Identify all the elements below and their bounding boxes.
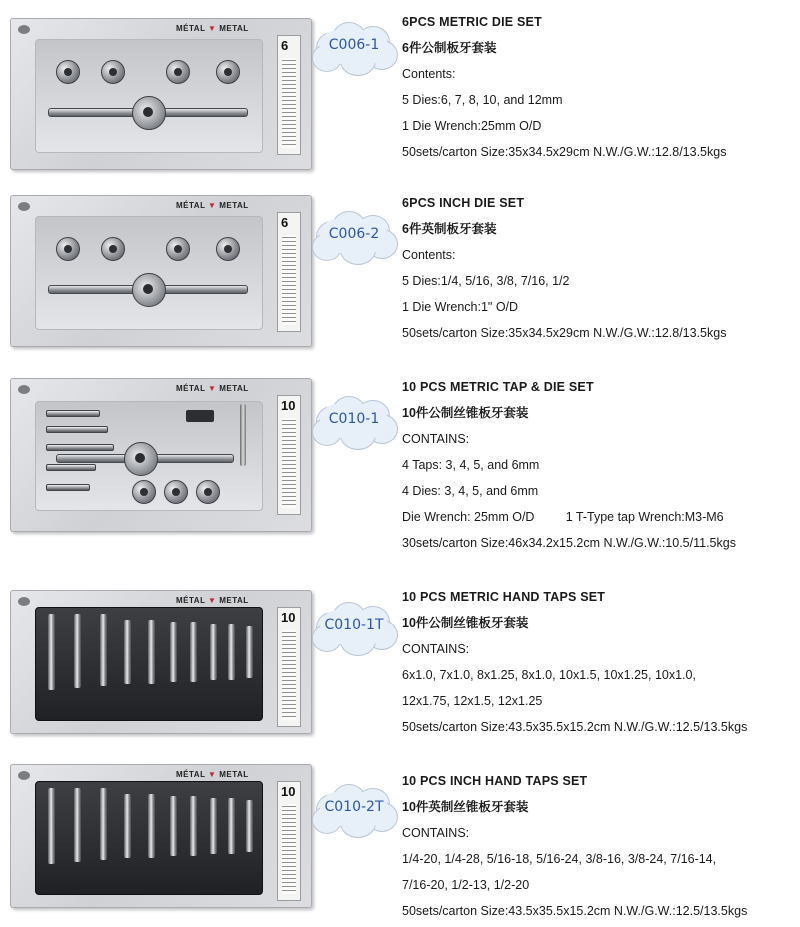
tap xyxy=(46,464,96,471)
tap xyxy=(148,794,155,858)
tap xyxy=(46,426,108,433)
brand-logo: MÉTAL ▼ METAL xyxy=(176,596,249,605)
package-image xyxy=(10,195,312,347)
hang-hole xyxy=(18,385,30,394)
product-spec xyxy=(402,190,796,346)
tap xyxy=(246,800,253,852)
spec-line: 1 Die Wrench:25mm O/D xyxy=(402,119,542,133)
blister-tray xyxy=(35,39,263,153)
product-title: 10 PCS INCH HAND TAPS SET xyxy=(402,774,588,788)
die xyxy=(101,237,125,261)
brand-logo: MÉTAL ▼ METAL xyxy=(176,384,249,393)
hang-hole xyxy=(18,25,30,34)
die xyxy=(101,60,125,84)
product-title: 6PCS INCH DIE SET xyxy=(402,196,525,210)
tap xyxy=(100,614,107,686)
package-image xyxy=(10,18,312,170)
spec-line: Die Wrench: 25mm O/D 1 T-Type tap Wrench:M3-M6 xyxy=(402,510,724,524)
brand-logo: MÉTAL ▼ METAL xyxy=(176,770,249,779)
spec-line: 6x1.0, 7x1.0, 8x1.25, 8x1.0, 10x1.5, 10x1.25, 10x1.0, xyxy=(402,668,696,682)
spec-line: 50sets/carton Size:35x34.5x29cm N.W./G.W.:12.8/13.5kgs xyxy=(402,145,727,159)
package-image xyxy=(10,590,312,734)
product-title: 6PCS METRIC DIE SET xyxy=(402,15,542,29)
spec-line: CONTAINS: xyxy=(402,642,470,656)
spec-line: 30sets/carton Size:46x34.2x15.2cm N.W./G.W.:10.5/11.5kgs xyxy=(402,536,736,550)
package-image xyxy=(10,764,312,908)
spec-line: 5 Dies:6, 7, 8, 10, and 12mm xyxy=(402,93,563,107)
die xyxy=(166,237,190,261)
tap xyxy=(74,614,81,688)
product-title-cn: 10件英制丝锥板牙套装 xyxy=(402,800,529,814)
die xyxy=(56,237,80,261)
hang-hole xyxy=(18,771,30,780)
tap xyxy=(48,614,55,690)
code-badge xyxy=(310,780,398,838)
t-wrench-bar xyxy=(240,404,246,466)
package-label: 10 xyxy=(277,395,301,515)
blister-tray xyxy=(35,607,263,721)
die-wrench-hub xyxy=(132,96,166,130)
spec-line: 5 Dies:1/4, 5/16, 3/8, 7/16, 1/2 xyxy=(402,274,570,288)
code-badge xyxy=(310,207,398,265)
product-title: 10 PCS METRIC HAND TAPS SET xyxy=(402,590,606,604)
spec-line: Contents: xyxy=(402,248,456,262)
hang-hole xyxy=(18,597,30,606)
product-code: C010-1 xyxy=(328,411,380,427)
code-badge xyxy=(310,18,398,76)
product-title-cn: 10件公制丝锥板牙套装 xyxy=(402,616,529,630)
product-code: C010-2T xyxy=(324,799,384,815)
product-c006-2 xyxy=(0,185,800,370)
product-c006-1 xyxy=(0,0,800,185)
spec-line: 50sets/carton Size:35x34.5x29cm N.W./G.W.:12.8/13.5kgs xyxy=(402,326,727,340)
product-spec xyxy=(402,584,796,740)
blister-tray xyxy=(35,781,263,895)
die xyxy=(56,60,80,84)
tap xyxy=(246,626,253,678)
spec-line: Contents: xyxy=(402,67,456,81)
spec-line: 50sets/carton Size:43.5x35.5x15.2cm N.W./G.W.:12.5/13.5kgs xyxy=(402,904,748,918)
hang-hole xyxy=(18,202,30,211)
tap xyxy=(74,788,81,862)
product-spec xyxy=(402,9,796,165)
spec-line: 1 Die Wrench:1" O/D xyxy=(402,300,519,314)
tap xyxy=(124,620,131,684)
tap xyxy=(170,622,177,682)
die xyxy=(216,60,240,84)
blister-tray xyxy=(35,401,263,511)
tap xyxy=(170,796,177,856)
tap xyxy=(124,794,131,858)
package-label: 6 xyxy=(277,212,301,332)
tap xyxy=(46,484,90,491)
brand-logo: MÉTAL ▼ METAL xyxy=(176,201,249,210)
spec-line: 1/4-20, 1/4-28, 5/16-18, 5/16-24, 3/8-16, 3/8-24, 7/16-14, xyxy=(402,852,717,866)
spec-line: 50sets/carton Size:43.5x35.5x15.2cm N.W./G.W.:12.5/13.5kgs xyxy=(402,720,748,734)
product-code: C006-2 xyxy=(328,226,380,242)
spec-line: CONTAINS: xyxy=(402,432,470,446)
die xyxy=(132,480,156,504)
spec-line: 12x1.75, 12x1.5, 12x1.25 xyxy=(402,694,543,708)
product-title: 10 PCS METRIC TAP & DIE SET xyxy=(402,380,594,394)
product-c010-2t xyxy=(0,760,800,927)
package-label: 10 xyxy=(277,607,301,727)
spec-line: CONTAINS: xyxy=(402,826,470,840)
spec-line: 7/16-20, 1/2-13, 1/2-20 xyxy=(402,878,530,892)
tap xyxy=(46,410,100,417)
t-wrench-head xyxy=(186,410,214,422)
tap xyxy=(48,788,55,864)
spec-line: 4 Taps: 3, 4, 5, and 6mm xyxy=(402,458,540,472)
tap xyxy=(190,622,197,682)
product-title-cn: 6件公制板牙套装 xyxy=(402,41,497,55)
product-title-cn: 6件英制板牙套装 xyxy=(402,222,497,236)
brand-logo: MÉTAL ▼ METAL xyxy=(176,24,249,33)
package-image xyxy=(10,378,312,532)
tap xyxy=(210,624,217,680)
tap xyxy=(148,620,155,684)
product-c010-1t xyxy=(0,580,800,755)
product-spec xyxy=(402,768,796,924)
code-badge xyxy=(310,392,398,450)
product-c010-1 xyxy=(0,370,800,580)
tap xyxy=(210,798,217,854)
die xyxy=(216,237,240,261)
product-code: C006-1 xyxy=(328,37,380,53)
spec-line: 4 Dies: 3, 4, 5, and 6mm xyxy=(402,484,539,498)
tap xyxy=(228,798,235,854)
die xyxy=(196,480,220,504)
code-badge xyxy=(310,598,398,656)
tap xyxy=(190,796,197,856)
package-label: 10 xyxy=(277,781,301,901)
die xyxy=(166,60,190,84)
die-wrench-hub xyxy=(124,442,158,476)
tap xyxy=(228,624,235,680)
package-label: 6 xyxy=(277,35,301,155)
product-title-cn: 10件公制丝锥板牙套装 xyxy=(402,406,529,420)
tap xyxy=(46,444,114,451)
tap xyxy=(100,788,107,860)
blister-tray xyxy=(35,216,263,330)
product-code: C010-1T xyxy=(324,617,384,633)
product-spec xyxy=(402,374,796,556)
die-wrench-hub xyxy=(132,273,166,307)
die xyxy=(164,480,188,504)
